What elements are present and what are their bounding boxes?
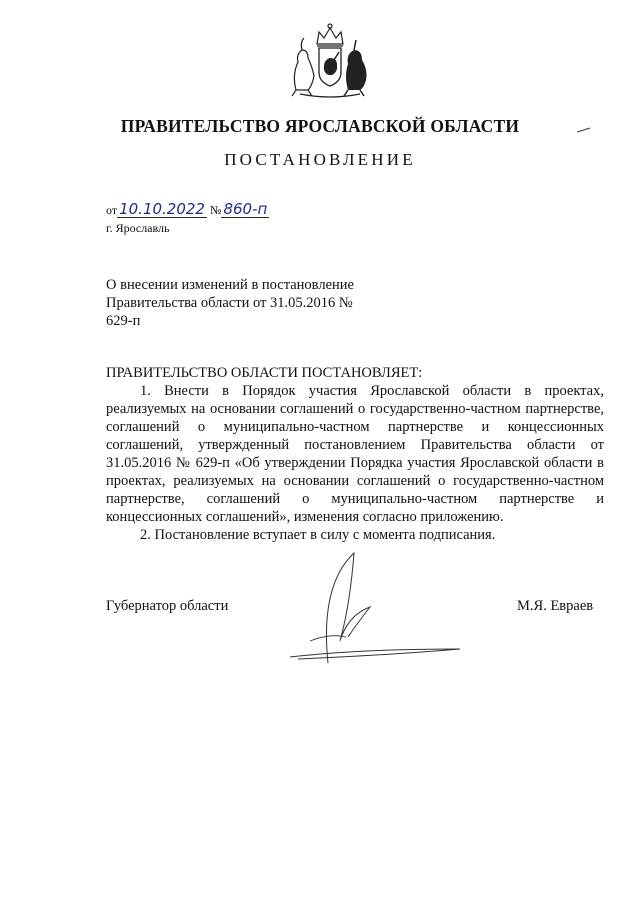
document-body (106, 364, 604, 544)
signatory-name: М.Я. Евраев (517, 598, 594, 614)
handwritten-signature (270, 545, 470, 675)
item-1-paragraph: 1. Внести в Порядок участия Ярославской области в проектах, реализуемых на основании соглашений о государственно-частном партнерстве, соглашений о муниципально-частном партнерстве и концессионных соглашений, утвержденный постановлением Правительства области от 31.05.2016 № 629-п «Об утверждении Порядка участия Ярославской области в проектах, реализуемых на основании соглашений о государственно-частном партнерстве, соглашений о муниципально-частном партнерстве и концессионных соглашений», изменения согласно приложению. (106, 383, 604, 525)
right-supporter-icon (344, 40, 367, 96)
date-prefix: от (106, 203, 118, 217)
document-subject: О внесении изменений в постановление Правительства области от 31.05.2016 № 629-п (106, 277, 354, 329)
date-number-line (106, 202, 269, 218)
city-label: г. Ярославль (106, 221, 170, 235)
item-2-paragraph: 2. Постановление вступает в силу с момента подписания. (140, 527, 496, 543)
signatory-position: Губернатор области (106, 598, 229, 614)
shield-icon (319, 48, 341, 86)
document-number: 860-п (223, 200, 268, 218)
coat-of-arms-emblem (282, 20, 378, 100)
document-date: 10.10.2022 (119, 200, 205, 218)
crown-icon (317, 24, 343, 46)
ribbon-icon (300, 94, 360, 97)
document-type: ПОСТАНОВЛЕНИЕ (224, 150, 416, 169)
number-prefix: № (209, 203, 222, 217)
government-title: ПРАВИТЕЛЬСТВО ЯРОСЛАВСКОЙ ОБЛАСТИ (120, 116, 520, 136)
decree-heading: ПРАВИТЕЛЬСТВО ОБЛАСТИ ПОСТАНОВЛЯЕТ: (106, 365, 423, 381)
left-supporter-icon (292, 38, 314, 96)
pen-mark (577, 120, 591, 138)
